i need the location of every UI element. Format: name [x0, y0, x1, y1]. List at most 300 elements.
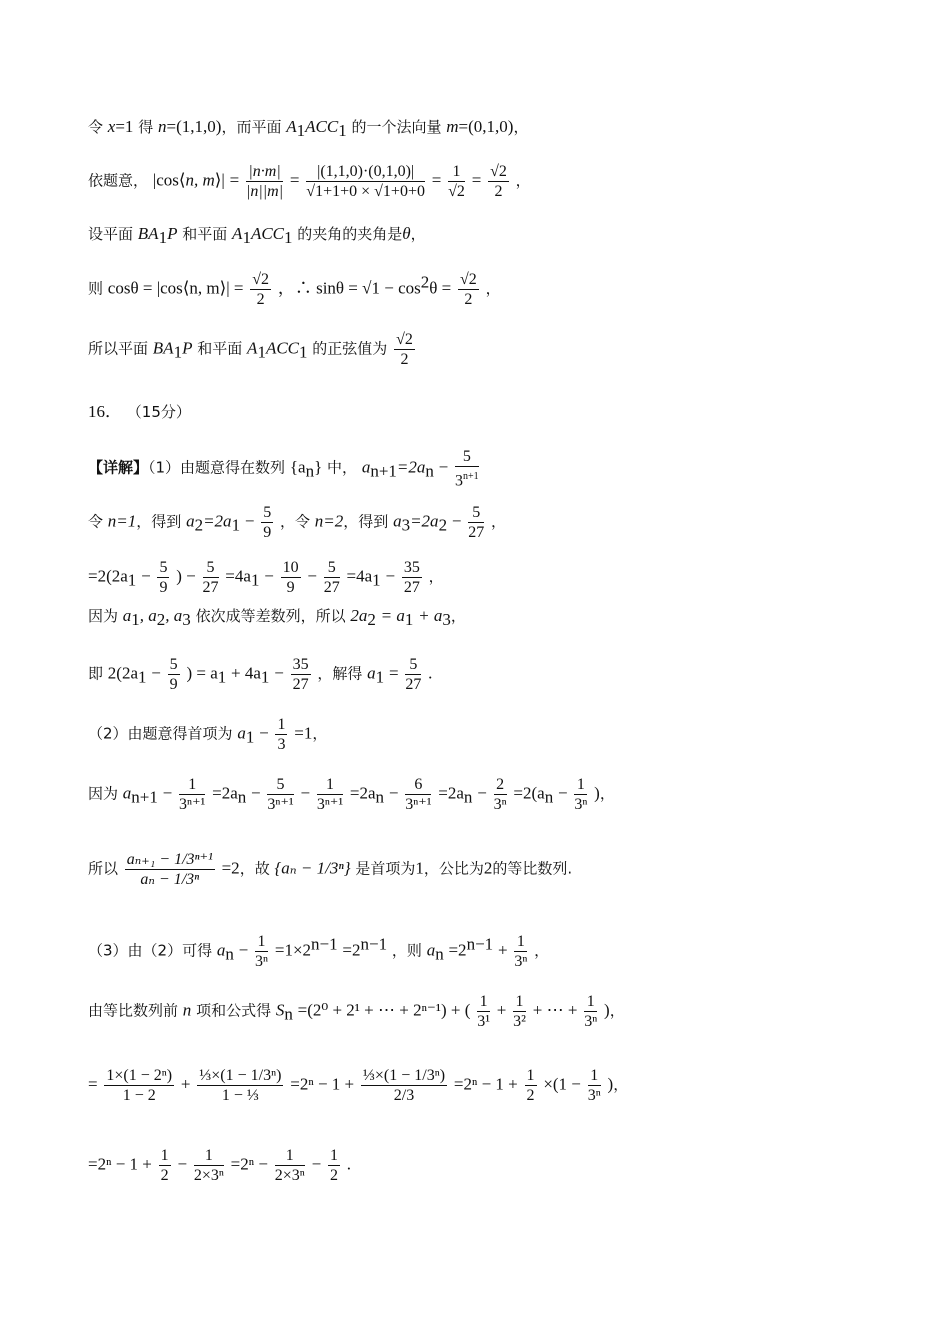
- fraction: [405, 775, 431, 814]
- math: =: [229, 170, 240, 190]
- denominator: 3²: [513, 1013, 526, 1030]
- denominator: 2: [494, 183, 503, 200]
- denominator: 9: [169, 676, 178, 693]
- math: a: [367, 663, 376, 683]
- math: =2(2a: [88, 566, 128, 586]
- math: =: [88, 1074, 98, 1094]
- text: 的一个法向量: [351, 118, 442, 136]
- math: {a: [289, 457, 306, 477]
- denominator: 2: [400, 351, 409, 368]
- math: −: [388, 783, 399, 803]
- fraction: [361, 1066, 447, 1105]
- numerator: 1: [179, 775, 205, 795]
- q16-p7: [88, 775, 615, 814]
- math: 2(2a: [107, 663, 139, 683]
- detail-tag: 【详解】: [88, 458, 149, 477]
- numerator: 1: [574, 775, 587, 795]
- numerator: ⅓×(1 − 1/3ⁿ): [362, 1067, 446, 1084]
- subscript: 1: [296, 121, 306, 140]
- fraction: [588, 1066, 601, 1105]
- math: =2ⁿ − 1 +: [290, 1074, 355, 1094]
- text: 所以: [88, 859, 119, 878]
- superscript: n−1: [466, 934, 494, 954]
- math: a: [216, 940, 226, 960]
- numerator: 1: [194, 1146, 224, 1166]
- numerator: √2: [490, 163, 507, 180]
- text: 的夹角的夹角是: [297, 225, 403, 243]
- subscript: n: [225, 944, 234, 964]
- text: 项和公式得: [196, 1001, 272, 1020]
- denominator: 2×3ⁿ: [274, 1167, 305, 1184]
- numerator: 5: [263, 504, 272, 521]
- numerator: 1: [329, 1147, 338, 1164]
- text: 依次成等差数列，所以: [195, 607, 346, 625]
- fraction: [255, 932, 268, 971]
- numerator: |n·m|: [246, 162, 283, 182]
- math: ×(1 −: [543, 1074, 581, 1094]
- math: + a: [418, 606, 443, 625]
- fraction: [494, 775, 507, 814]
- math: + 4a: [231, 663, 261, 683]
- text: 中，: [327, 458, 358, 477]
- subscript: 3: [182, 610, 191, 629]
- numerator: 1: [584, 992, 597, 1012]
- subscript: 2: [156, 610, 166, 629]
- subscript: 3: [401, 515, 411, 535]
- math: −: [259, 723, 269, 743]
- math: −: [438, 457, 449, 477]
- numerator: 1: [317, 775, 343, 795]
- text: 因为: [88, 784, 119, 803]
- fraction: [179, 775, 205, 814]
- fraction: [246, 162, 283, 201]
- fraction: [275, 1146, 305, 1185]
- math: =2: [448, 940, 467, 960]
- superscript: n−1: [360, 934, 388, 954]
- fraction: [203, 558, 219, 597]
- text: ，: [312, 724, 328, 743]
- denominator: 3ⁿ⁺¹: [179, 796, 206, 813]
- q16-p4: [88, 606, 466, 630]
- math: +: [497, 940, 508, 960]
- denominator: 3ⁿ: [493, 796, 507, 813]
- s15-line-4: [88, 270, 501, 309]
- q16-header: [88, 402, 191, 422]
- s15-line-1: [88, 117, 528, 141]
- math: ACC: [265, 338, 299, 358]
- fraction: [405, 655, 421, 694]
- text: ，得到: [343, 512, 389, 531]
- fraction: [104, 1066, 174, 1105]
- math: n: [182, 1000, 192, 1020]
- numerator: 10: [282, 559, 299, 576]
- subscript: n+1: [131, 787, 158, 807]
- denominator: 3ⁿ: [255, 953, 269, 970]
- denominator: 3ⁿ: [584, 1013, 598, 1030]
- fraction: [168, 655, 180, 694]
- math: n, m: [185, 170, 215, 190]
- subscript: n: [375, 787, 385, 807]
- fraction: [584, 992, 597, 1031]
- text: 即: [88, 664, 104, 683]
- numerator: 5: [405, 655, 421, 675]
- math: a: [426, 940, 436, 960]
- math: A: [232, 224, 243, 243]
- q16-p1: [88, 447, 481, 490]
- subscript: 1: [138, 667, 147, 687]
- math: −: [162, 783, 173, 803]
- text: 的等比数列.: [492, 859, 573, 878]
- math: a: [186, 511, 195, 531]
- math: cosθ = |cos⟨n, m⟩| =: [107, 278, 244, 298]
- text: 得: [138, 118, 154, 136]
- superscript: n+1: [463, 471, 479, 482]
- text: ，则: [391, 941, 422, 960]
- denominator: 2×3ⁿ: [193, 1167, 224, 1184]
- denominator: 3ⁿ: [587, 1087, 601, 1104]
- subscript: 1: [299, 342, 308, 362]
- math: ACC: [305, 117, 339, 136]
- fraction: [267, 775, 293, 814]
- var-n: n: [158, 117, 167, 136]
- math: −: [141, 566, 151, 586]
- math: =2a: [212, 783, 238, 803]
- fraction: [250, 270, 271, 309]
- numerator: 35: [403, 559, 420, 576]
- subscript: 2: [367, 610, 376, 629]
- denominator: 27: [323, 579, 340, 596]
- math: =2ⁿ − 1 +: [453, 1074, 518, 1094]
- subscript: n: [284, 1004, 293, 1024]
- numerator: 1: [513, 992, 526, 1012]
- denominator: aₙ − 1/3ⁿ: [140, 871, 200, 888]
- math: .: [428, 663, 433, 683]
- q16-p6: [88, 715, 327, 754]
- numerator: 5: [468, 503, 484, 523]
- numerator: 1×(1 − 2ⁿ): [106, 1067, 173, 1084]
- q16-p12: [88, 1146, 351, 1185]
- math: A: [247, 338, 258, 358]
- denominator: 2: [160, 1167, 169, 1184]
- math: =2a: [396, 457, 426, 477]
- math: =2(a: [513, 783, 545, 803]
- denominator: 9: [286, 579, 295, 596]
- fraction: [458, 270, 479, 309]
- denominator: 3ⁿ⁺¹: [267, 796, 294, 813]
- math: a: [122, 606, 132, 625]
- math: ACC: [250, 224, 284, 243]
- denominator: 27: [202, 579, 219, 596]
- math: =4a: [346, 566, 373, 586]
- math: ) = a: [186, 663, 218, 683]
- fraction: [291, 655, 311, 694]
- fraction: [394, 330, 415, 369]
- math: ) −: [176, 566, 196, 586]
- text: ，: [599, 784, 615, 803]
- subscript: 1: [158, 228, 168, 247]
- subscript: 1: [245, 727, 255, 747]
- text: （2）由题意得首项为: [88, 724, 233, 743]
- numerator: 1: [448, 162, 465, 182]
- text: 设平面: [88, 225, 134, 243]
- numerator: 5: [455, 447, 479, 467]
- denominator: 3¹: [477, 1013, 490, 1030]
- fraction: [281, 558, 301, 597]
- numerator: ⅓×(1 − 1/3ⁿ): [199, 1067, 282, 1084]
- subscript: 1: [131, 610, 140, 629]
- denominator: √2: [448, 183, 465, 200]
- numerator: 1: [477, 992, 490, 1012]
- math: =2ⁿ − 1 +: [88, 1154, 152, 1174]
- fraction: [324, 558, 340, 597]
- math: −: [238, 940, 249, 960]
- text: 令: [88, 512, 104, 531]
- denominator: 27: [403, 579, 420, 596]
- denominator: 2: [256, 291, 265, 308]
- numerator: 2: [494, 775, 507, 795]
- numerator: 1: [255, 932, 268, 952]
- text: 和平面: [197, 339, 243, 358]
- math: BA: [137, 224, 159, 243]
- fraction: [275, 715, 287, 754]
- numerator: 1: [277, 716, 286, 733]
- math: |cos⟨: [152, 170, 186, 190]
- denominator: 1 − 2: [122, 1087, 156, 1104]
- superscript: 2: [420, 272, 430, 292]
- subscript: 1: [284, 228, 293, 247]
- fraction: [488, 162, 509, 201]
- text: ，: [410, 225, 426, 243]
- subscript: 1: [257, 342, 266, 362]
- q16-p8: [88, 850, 572, 889]
- q16-p2: [88, 503, 506, 542]
- text: ，故: [239, 859, 270, 878]
- denominator: 2: [329, 1167, 338, 1184]
- math: = a: [380, 606, 405, 625]
- math: , a: [139, 606, 157, 625]
- denominator: 27: [468, 524, 485, 541]
- superscript: n−1: [311, 934, 338, 954]
- denominator: 9: [263, 524, 272, 541]
- subscript: 3: [442, 610, 451, 629]
- text: ，: [450, 607, 466, 625]
- text: ，: [534, 941, 550, 960]
- denominator: 2: [464, 291, 473, 308]
- math: −: [244, 511, 255, 531]
- text: 和平面: [182, 225, 228, 243]
- math: =: [471, 170, 482, 190]
- numerator: 35: [292, 656, 309, 673]
- text: ，公比为: [423, 859, 484, 878]
- subscript: n: [237, 787, 247, 807]
- math: −: [311, 1154, 322, 1174]
- fraction: [317, 775, 343, 814]
- text: ，: [485, 279, 501, 298]
- math: =1×2: [274, 940, 312, 960]
- var-m: m: [446, 117, 459, 136]
- text: ，: [428, 567, 444, 586]
- subscript: n+1: [370, 461, 397, 481]
- fraction: [261, 503, 273, 542]
- text: ，得到: [136, 512, 182, 531]
- q16-p9: [88, 932, 549, 971]
- fraction: [468, 503, 484, 542]
- subscript: 1: [173, 342, 183, 362]
- fraction: [514, 932, 527, 971]
- subscript: 1: [372, 570, 381, 590]
- fraction: [194, 1146, 224, 1185]
- text: （1）由题意得在数列: [148, 458, 286, 477]
- numerator: 1: [588, 1066, 601, 1086]
- denominator: 3ⁿ⁺¹: [316, 796, 344, 813]
- fraction: [574, 775, 587, 814]
- math: −: [451, 511, 462, 531]
- math: −: [274, 663, 284, 683]
- subscript: n: [435, 944, 444, 964]
- denominator: 3ⁿ: [574, 796, 588, 813]
- text: ，: [515, 171, 531, 190]
- math: −: [251, 783, 261, 803]
- text: 所以平面: [88, 339, 149, 358]
- subscript: 1: [375, 667, 385, 687]
- math: a: [237, 723, 246, 743]
- subscript: n: [305, 461, 315, 481]
- fraction: [125, 850, 215, 889]
- text: 因为: [88, 607, 119, 625]
- denominator: 2/3: [393, 1087, 415, 1104]
- subscript: n: [544, 787, 554, 807]
- math: −: [264, 566, 274, 586]
- subscript: 1: [127, 570, 137, 590]
- math: .: [346, 1154, 351, 1174]
- math: {aₙ − 1/3ⁿ}: [274, 858, 351, 878]
- subscript: 1: [338, 121, 347, 140]
- math: −: [307, 566, 317, 586]
- math: =: [431, 170, 442, 190]
- subscript: 1: [231, 515, 241, 535]
- math: =2ⁿ −: [230, 1154, 268, 1174]
- math: =1: [294, 723, 313, 743]
- denominator: 1 − ⅓: [221, 1087, 259, 1104]
- text: ，: [491, 512, 507, 531]
- math: θ: [402, 224, 411, 243]
- math: =2a: [203, 511, 232, 531]
- numerator: 5: [203, 558, 219, 578]
- math: 1: [415, 858, 424, 878]
- math: −: [385, 566, 396, 586]
- subscript: 2: [194, 515, 204, 535]
- text: ，解得: [317, 664, 363, 683]
- denominator: √1+1+0 × √1+0+0: [306, 183, 425, 200]
- fraction: [525, 1066, 537, 1105]
- fraction: [513, 992, 526, 1031]
- s15-line-3: [88, 224, 426, 248]
- math: 2a: [350, 606, 368, 625]
- denominator: 27: [405, 676, 422, 693]
- math: =1: [115, 117, 134, 136]
- math: , a: [165, 606, 183, 625]
- fraction: [477, 992, 490, 1031]
- question-score: （15分）: [126, 403, 191, 421]
- math: a: [122, 783, 132, 803]
- text: ，而平面: [221, 118, 282, 136]
- text: 由等比数列前: [88, 1001, 179, 1020]
- subscript: n: [463, 787, 473, 807]
- math: P: [182, 338, 193, 358]
- math: −: [477, 783, 487, 803]
- numerator: 1: [514, 932, 527, 952]
- numerator: 5: [169, 656, 178, 673]
- subscript: n: [425, 461, 434, 481]
- subscript: 1: [242, 228, 251, 247]
- math: =2: [342, 940, 361, 960]
- fraction: [448, 162, 465, 201]
- math: −: [151, 663, 161, 683]
- text: 依题意，: [88, 171, 149, 190]
- numerator: 1: [526, 1067, 535, 1084]
- denominator: 3ⁿ⁺¹: [405, 796, 432, 813]
- text: 令: [88, 118, 104, 136]
- subscript: 1: [250, 570, 260, 590]
- subscript: 1: [217, 667, 227, 687]
- numerator: 5: [324, 558, 340, 578]
- denominator: |n||m|: [245, 183, 284, 200]
- s15-line-5: [88, 330, 417, 369]
- math: a: [361, 457, 371, 477]
- math: +: [180, 1074, 191, 1094]
- text: 的正弦值为: [312, 339, 388, 358]
- math: ，∴ sinθ = √1 − cos: [277, 278, 421, 298]
- text: ，: [613, 1075, 629, 1094]
- numerator: 5: [159, 559, 168, 576]
- fraction: [306, 162, 425, 201]
- math: A: [286, 117, 297, 136]
- s15-line-2: [88, 162, 531, 201]
- math: =: [388, 663, 399, 683]
- math: =: [289, 170, 300, 190]
- math: ⟩|: [214, 170, 225, 190]
- denominator: 3: [455, 472, 464, 490]
- math: }: [314, 457, 323, 477]
- var-x: x: [107, 117, 116, 136]
- math: =4a: [225, 566, 251, 586]
- fraction: [328, 1146, 340, 1185]
- denominator: 2: [526, 1087, 535, 1104]
- math: n=2: [314, 511, 344, 531]
- q16-p11: [88, 1066, 628, 1105]
- math: + ⋯ +: [532, 1000, 578, 1020]
- math: ): [607, 1074, 614, 1094]
- denominator: 3ⁿ: [514, 953, 528, 970]
- denominator: 3: [277, 736, 286, 753]
- math: S: [275, 1000, 285, 1020]
- text: ，: [609, 1001, 625, 1020]
- q16-p5: [88, 655, 432, 694]
- q16-p10: [88, 992, 625, 1031]
- math: ): [594, 783, 600, 803]
- math: θ =: [429, 278, 452, 298]
- fraction: [159, 1146, 171, 1185]
- math: P: [167, 224, 178, 243]
- math: BA: [152, 338, 174, 358]
- numerator: 1: [275, 1146, 305, 1166]
- math: =(1,1,0): [166, 117, 222, 136]
- math: a: [393, 511, 402, 531]
- fraction: [402, 558, 422, 597]
- math: −: [300, 783, 311, 803]
- math: =(2⁰ + 2¹ + ⋯ + 2ⁿ⁻¹) + (: [297, 1000, 471, 1020]
- denominator: 9: [159, 579, 168, 596]
